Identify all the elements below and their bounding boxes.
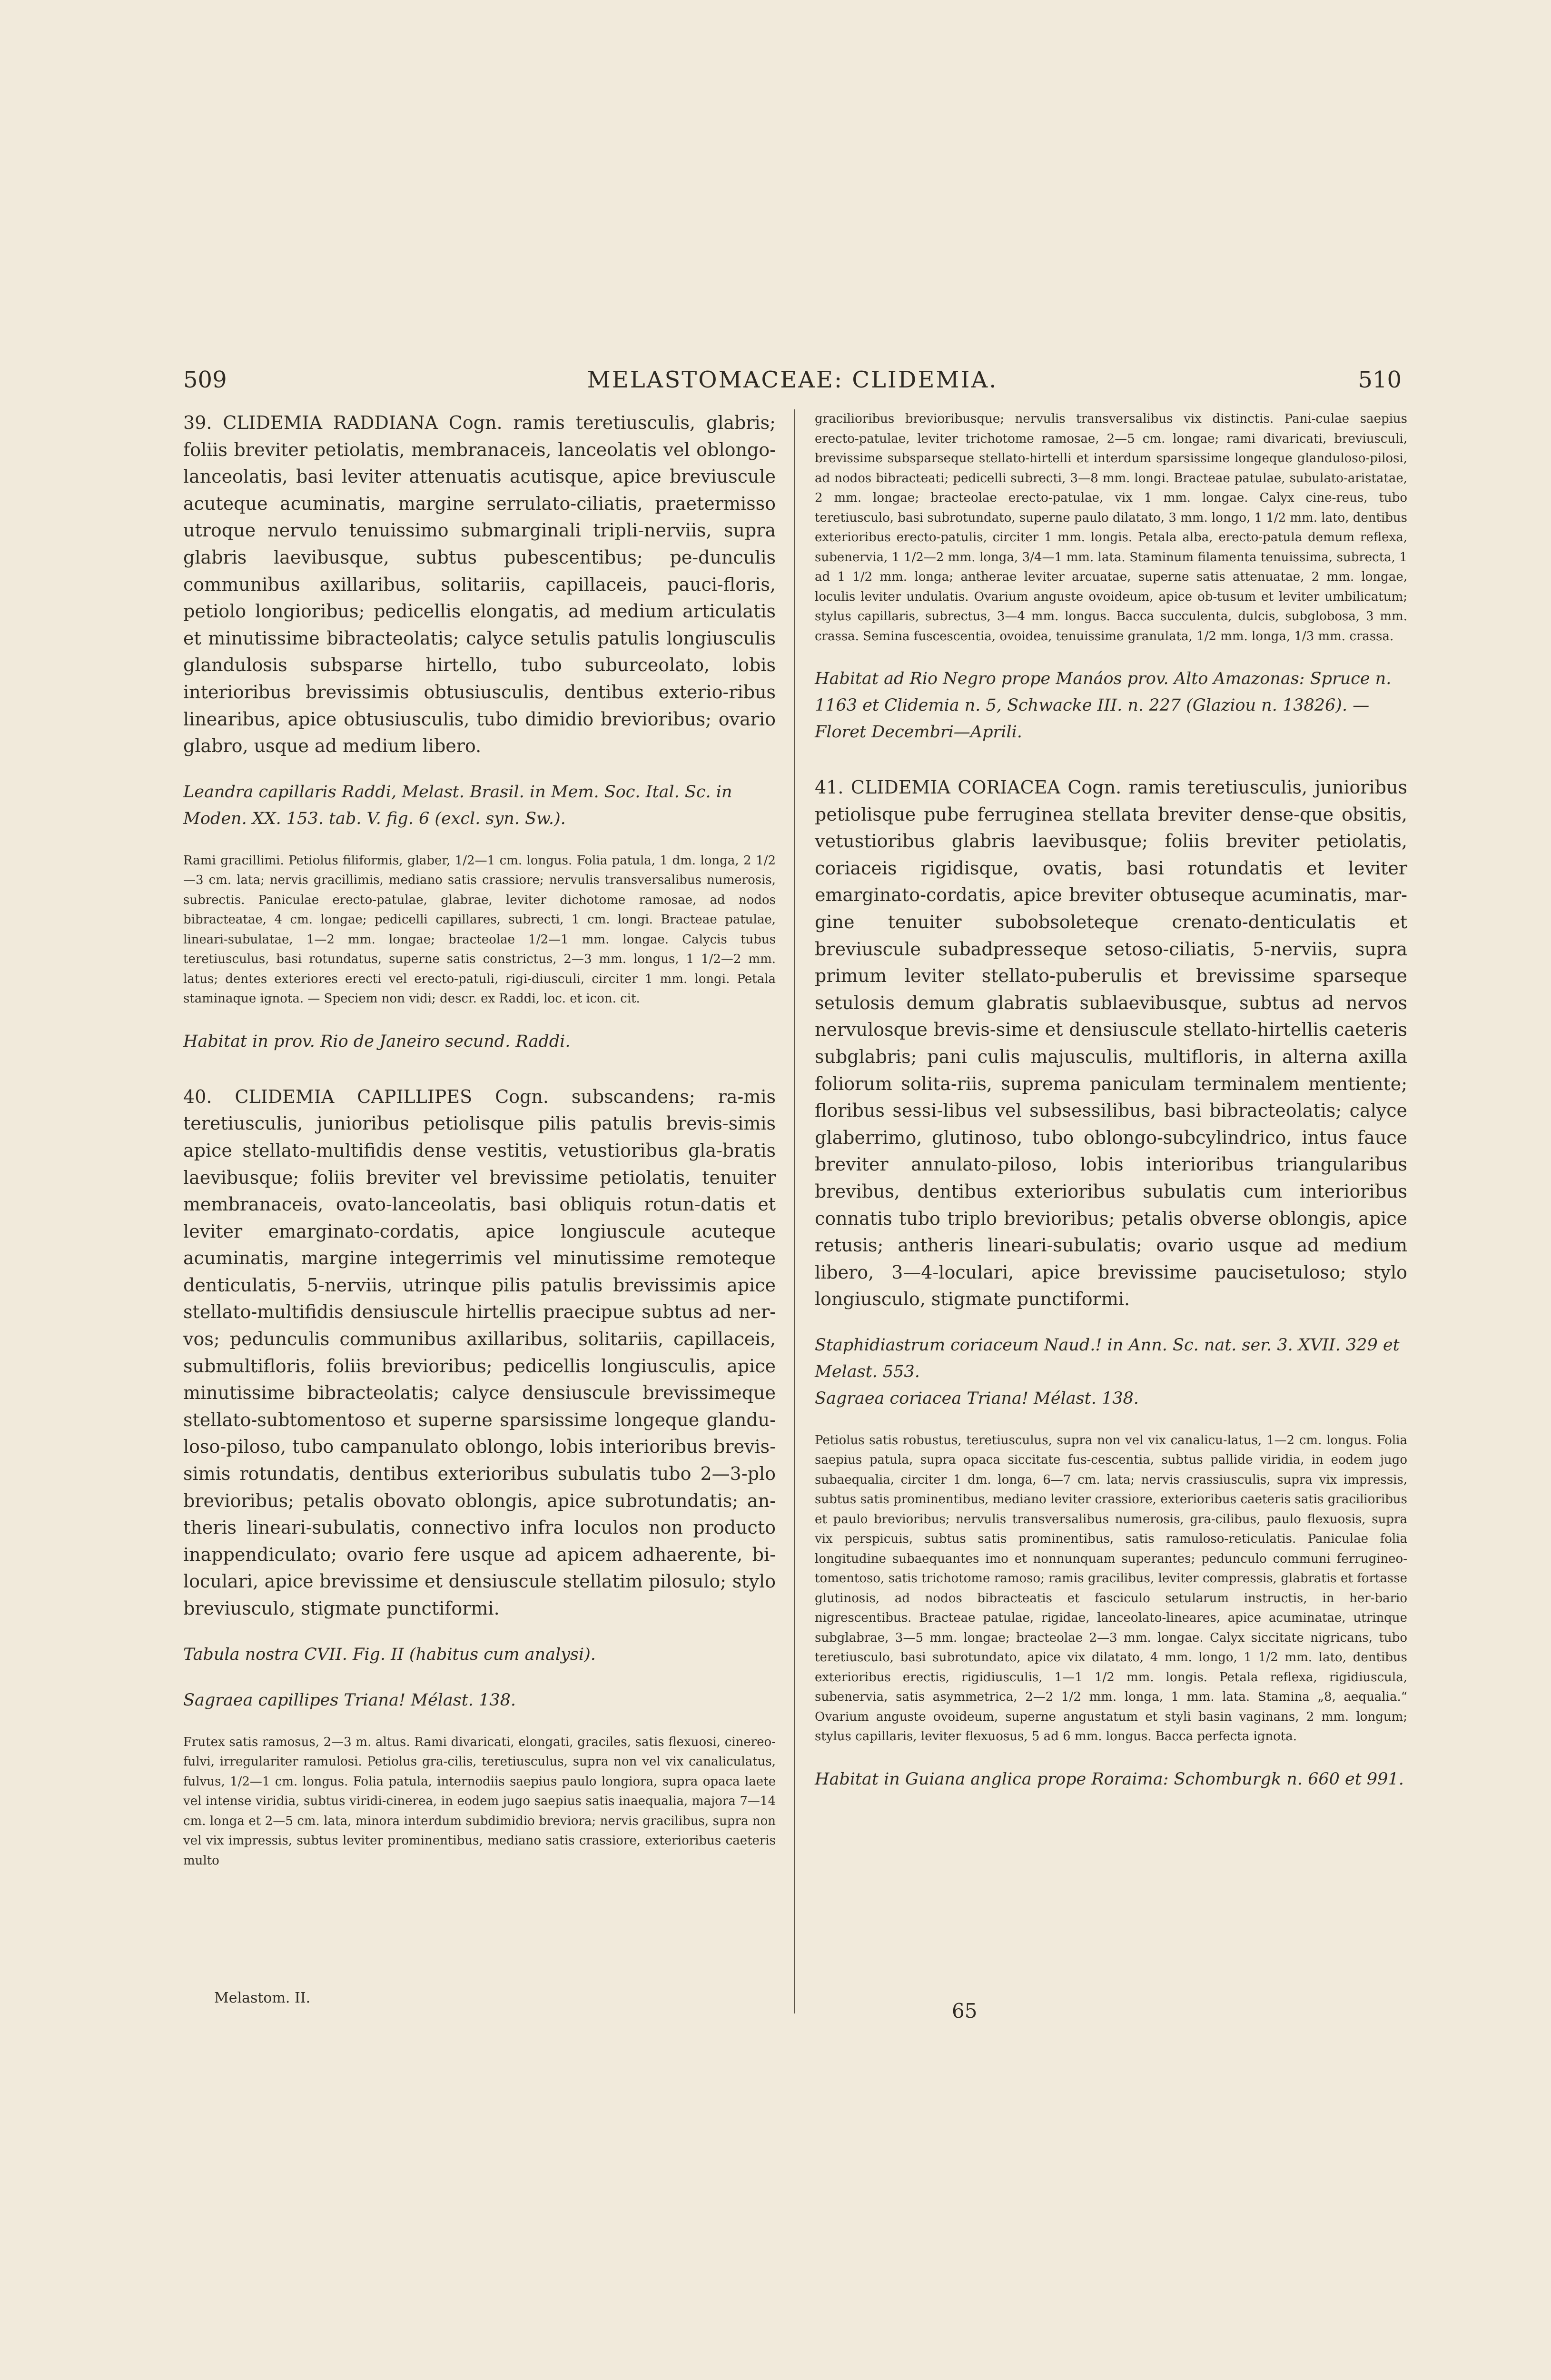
species-39-habitat: Habitat in prov. Rio de Janeiro secund. Raddi. (183, 1031, 571, 1051)
species-41-description: 41. CLIDEMIA CORIACEA Cogn. ramis teretiusculis, junioribus petiolisque pube ferruginea stellata breviter dense-que obsitis, vetustioribus glabris laevibusque; foliis breviter petiolatis, coriaceis rigidisque, ovatis, basi rotundatis et leviter emarginato-cordatis, apice breviter obtuseque acuminatis, mar-gine tenuiter subobsoleteque crenato-denticulatis et breviuscule subadpresseque setoso-ciliatis, 5-nerviis, supra primum leviter stellato-puberulis et brevissime sparseque setulosis demum glabratis sublaevibusque, subtus ad nervos nervulosque brevis-sime et densiuscule stellato-hirtellis caeteris subglabris; pani culis majusculis, multifloris, in alterna axilla foliorum solita-riis, suprema paniculam terminalem mentiente; floribus sessi-libus vel subsessilibus, basi bibracteolatis; calyce glaberrimo, glutinoso, tubo oblongo-subcylindrico, intus fauce breviter annulato-piloso, lobis interioribus triangularibus brevibus, dentibus exterioribus subulatis cum interioribus connatis tubo triplo brevioribus; petalis obverse oblongis, apice retusis; antheris lineari-subulatis; ovario usque ad medium libero, 3—4-loculari, apice brevissime paucisetuloso; stylo longiusculo, stigmate punctiformi. (815, 777, 1407, 1310)
species-39-reference: Leandra capillaris Raddi, Melast. Brasil. in Mem. Soc. Ital. Sc. in Moden. XX. 153. tab. V. fig. 6 (excl. syn. Sw.). (183, 782, 732, 828)
species-40-details: Frutex satis ramosus, 2—3 m. altus. Rami divaricati, elongati, graciles, satis flexuosi, cinereo-fulvi, irregulariter ramulosi. Petiolus gra-cilis, teretiusculus, supra non vel vix canaliculatus, fulvus, 1/2—1 cm. longus. Folia patula, internodiis saepius paulo longiora, supra opaca laete vel intense viridia, subtus viridi-cinerea, in eodem jugo saepius satis inaequalia, majora 7—14 cm. longa et 2—5 cm. lata, minora interdum subdimidio breviora; nervis gracilibus, supra non vel vix impressis, subtus leviter prominentibus, mediano satis crassiore, exterioribus caeteris multo (183, 1735, 776, 1868)
species-40-reference: Sagraea capillipes Triana! Mélast. 138. (183, 1690, 516, 1710)
footer-signature: Melastom. II. (214, 1990, 311, 2006)
running-title: MELASTOMACEAE: CLIDEMIA. (587, 367, 998, 393)
species-41-details: Petiolus satis robustus, teretiusculus, supra non vel vix canalicu-latus, 1—2 cm. longus. Folia saepius patula, supra opaca siccitate fus-cescentia, subtus pallide viridia, in eodem jugo subaequalia, circiter 1 dm. longa, 6—7 cm. lata; nervis crassiusculis, supra vix impressis, subtus satis prominentibus, mediano leviter crassiore, exterioribus caeteris satis gracilioribus et paulo brevioribus; nervulis transversalibus numerosis, gra-cilibus, paulo flexuosis, supra vix perspicuis, subtus satis prominentibus, satis ramuloso-reticulatis. Paniculae folia longitudine subaequantes imo et nonnunquam superantes; pedunculo communi ferrugineo-tomentoso, satis trichotome ramoso; ramis gracilibus, leviter compressis, glabratis et fortasse glutinosis, ad nodos bibracteatis et fasciculo setularum instructis, in her-bario nigrescentibus. Bracteae patulae, rigidae, lanceolato-lineares, apice acuminatae, utrinque subglabrae, 3—5 mm. longae; bracteolae 2—3 mm. longae. Calyx siccitate nigricans, tubo teretiusculo, basi subrotundato, apice vix dilatato, 4 mm. longo, 1 1/2 mm. lato, dentibus exterioribus erectis, rigidiusculis, 1—1 1/2 mm. longis. Petala reflexa, rigidiuscula, subenervia, satis asymmetrica, 2—2 1/2 mm. longa, 1 mm. lata. Stamina „8, aequalia.“ Ovarium anguste ovoideum, superne angustatum et styli basin vaginans, 2 mm. longum; stylus capillaris, leviter flexuosus, 5 ad 6 mm. longus. Bacca perfecta ignota. (815, 1433, 1407, 1744)
species-40-description: 40. CLIDEMIA CAPILLIPES Cogn. subscandens; ra-mis teretiusculis, junioribus petiolisque pilis patulis brevis-simis apice stellato-multifidis dense vestitis, vetustioribus gla-bratis laevibusque; foliis breviter vel brevissime petiolatis, tenuiter membranaceis, ovato-lanceolatis, basi obliquis rotun-datis et leviter emarginato-cordatis, apice longiuscule acuteque acuminatis, margine integerrimis vel minutissime remoteque denticulatis, 5-nerviis, utrinque pilis patulis brevissimis apice stellato-multifidis densiuscule hirtellis praecipue subtus ad ner-vos; pedunculis communibus axillaribus, solitariis, capillaceis, submultifloris, foliis brevioribus; pedicellis longiusculis, apice minutissime bibracteolatis; calyce densiuscule brevissimeque stellato-subtomentoso et superne sparsissime longeque glandu-loso-piloso, tubo campanulato oblongo, lobis interioribus brevis-simis rotundatis, dentibus exterioribus subulatis tubo 2—3-plo brevioribus; petalis obovato oblongis, apice subrotundatis; an-theris lineari-subulatis, connectivo infra loculos non producto inappendiculato; ovario fere usque ad apicem adhaerente, bi-loculari, apice brevissime et densiuscule stellatim pilosulo; stylo breviusculo, stigmate punctiformi. (183, 1086, 776, 1619)
species-41-reference-2: Sagraea coriacea Triana! Mélast. 138. (815, 1388, 1139, 1408)
left-column (183, 409, 776, 1871)
species-40-habitat: Habitat ad Rio Negro prope Manáos prov. Alto Amazonas: Spruce n. 1163 et Clidemia n. 5, Schwacke III. n. 227 (Glaziou n. 13826). — Floret Decembri—Aprili. (815, 669, 1392, 742)
page-number-left: 509 (183, 367, 227, 393)
right-column (815, 409, 1407, 1793)
species-40-tabula: Tabula nostra CVII. Fig. II (habitus cum analysi). (183, 1645, 596, 1664)
footer-sheet-number: 65 (952, 1999, 978, 2023)
species-41-habitat: Habitat in Guiana anglica prope Roraima: Schomburgk n. 660 et 991. (815, 1769, 1404, 1789)
species-39-description: 39. CLIDEMIA RADDIANA Cogn. ramis teretiusculis, glabris; foliis breviter petiolatis, membranaceis, lanceolatis vel oblongo-lanceolatis, basi leviter attenuatis acutisque, apice breviuscule acuteque acuminatis, margine serrulato-ciliatis, praetermisso utroque nervulo tenuissimo submarginali tripli-nerviis, supra glabris laevibusque, subtus pubescentibus; pe-dunculis communibus axillaribus, solitariis, capillaceis, pauci-floris, petiolo longioribus; pedicellis elongatis, ad medium articulatis et minutissime bibracteolatis; calyce setulis patulis longiusculis glandulosis subsparse hirtello, tubo suburceolato, lobis interioribus brevissimis obtusiusculis, dentibus exterio-ribus linearibus, apice obtusiusculis, tubo dimidio brevioribus; ovario glabro, usque ad medium libero. (183, 412, 776, 757)
page-header (183, 367, 1402, 400)
species-39-details: Rami gracillimi. Petiolus filiformis, glaber, 1/2—1 cm. longus. Folia patula, 1 dm. longa, 2 1/2—3 cm. lata; nervis gracillimis, mediano satis crassiore; nervulis transversalibus numerosis, subrectis. Paniculae erecto-patulae, glabrae, leviter dichotome ramosae, ad nodos bibracteatae, 4 cm. longae; pedicelli capillares, subrecti, 1 cm. longi. Bracteae patulae, lineari-subulatae, 1—2 mm. longae; bracteolae 1/2—1 mm. longae. Calycis tubus teretiusculus, basi rotundatus, superne satis constrictus, 2—3 mm. longus, 1 1/2—2 mm. latus; dentes exteriores erecti vel erecto-patuli, rigi-diusculi, circiter 1 mm. longi. Petala staminaque ignota. — Speciem non vidi; descr. ex Raddi, loc. et icon. cit. (183, 853, 776, 1006)
page-number-right: 510 (1358, 367, 1402, 393)
species-41-reference-1: Staphidiastrum coriaceum Naud.! in Ann. Sc. nat. ser. 3. XVII. 329 et Melast. 553. (815, 1335, 1400, 1381)
species-40-details-continued: gracilioribus brevioribusque; nervulis transversalibus vix distinctis. Pani-culae saepius erecto-patulae, leviter trichotome ramosae, 2—5 cm. longae; rami divaricati, breviusculi, brevissime subsparseque stellato-hirtelli et interdum sparsissime longeque glanduloso-pilosi, ad nodos bibracteati; pedicelli subrecti, 3—8 mm. longi. Bracteae patulae, subulato-aristatae, 2 mm. longae; bracteolae erecto-patulae, vix 1 mm. longae. Calyx cine-reus, tubo teretiusculo, basi subrotundato, superne paulo dilatato, 3 mm. longo, 1 1/2 mm. lato, dentibus exterioribus erecto-patulis, circiter 1 mm. longis. Petala alba, erecto-patula demum reflexa, subenervia, 1 1/2—2 mm. longa, 3/4—1 mm. lata. Staminum filamenta tenuissima, subrecta, 1 ad 1 1/2 mm. longa; antherae leviter arcuatae, superne satis attenuatae, 2 mm. longae, loculis leviter undulatis. Ovarium anguste ovoideum, apice ob-tusum et leviter umbilicatum; stylus capillaris, subrectus, 3—4 mm. longus. Bacca succulenta, dulcis, subglobosa, 3 mm. crassa. Semina fuscescentia, ovoidea, tenuissime granulata, 1/2 mm. longa, 1/3 mm. crassa. (815, 412, 1407, 644)
column-divider (794, 409, 795, 2013)
